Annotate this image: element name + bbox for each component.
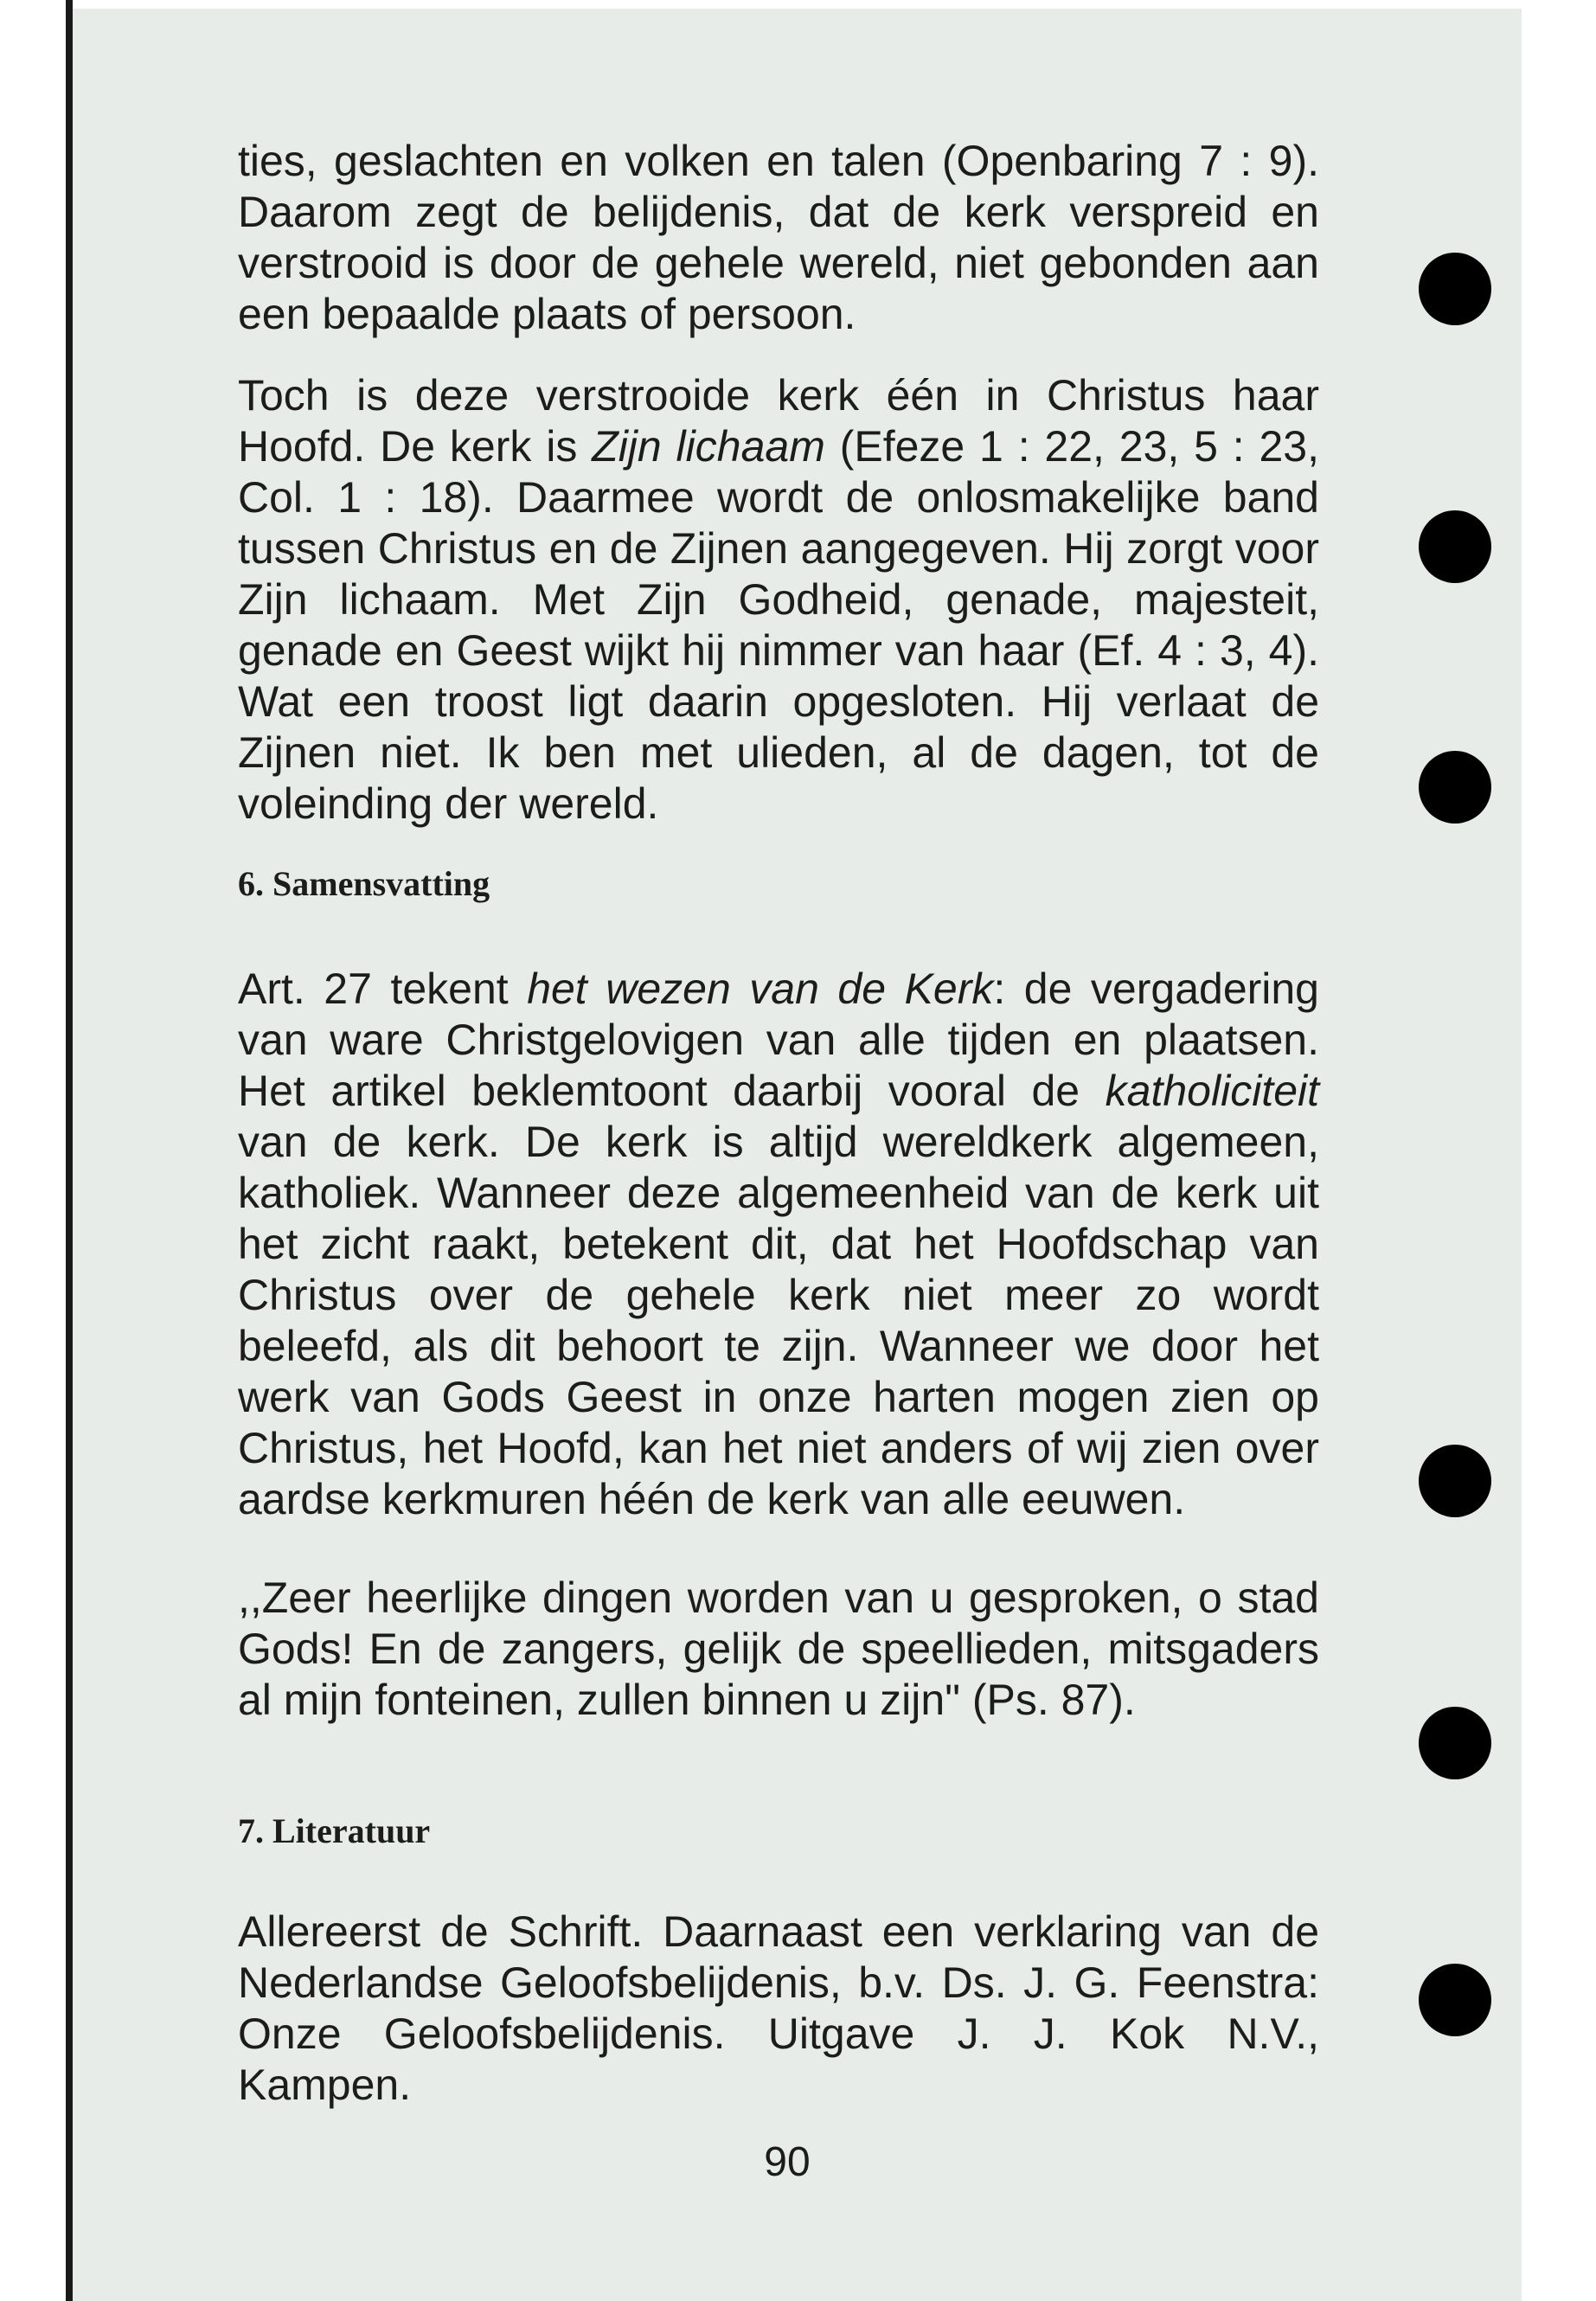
paragraph-4 bbox=[238, 1573, 1319, 1726]
section-heading-6: 6. Samensvatting bbox=[238, 864, 490, 903]
paragraph-3-italic: katholiciteit bbox=[1105, 1067, 1319, 1115]
paragraph-3 bbox=[238, 964, 1319, 1525]
paragraph-3-part: Art. 27 tekent bbox=[238, 965, 528, 1013]
punch-hole-icon bbox=[1419, 1707, 1491, 1779]
page-number: 90 bbox=[764, 2139, 811, 2185]
paragraph-4-text: ,,Zeer heerlijke dingen worden van u gesproken, o stad Gods! En de zangers, gelijk de speellieden, mitsgaders al mijn fonteinen, zullen binnen u zijn" (Ps. 87). bbox=[238, 1574, 1319, 1724]
paragraph-1 bbox=[238, 136, 1319, 340]
punch-hole-icon bbox=[1419, 1445, 1491, 1517]
section-heading-7: 7. Literatuur bbox=[238, 1811, 431, 1850]
paragraph-2-text bbox=[238, 370, 1319, 830]
left-margin-strip bbox=[0, 0, 71, 2301]
right-margin-strip bbox=[1522, 0, 1596, 2301]
punch-hole-icon bbox=[1419, 1964, 1491, 2036]
paragraph-5-text: Allereerst de Schrift. Daarnaast een verklaring van de Nederlandse Geloofsbelijdenis, b.v. Ds. J. G. Feenstra: Onze Geloofsbelijdenis. Uitgave J. J. Kok N.V., Kampen. bbox=[238, 1907, 1319, 2109]
paragraph-2-part: Toch is deze verstrooide kerk één in Christus haar Hoofd. De kerk is bbox=[238, 371, 1319, 471]
punch-hole-icon bbox=[1419, 253, 1491, 325]
paragraph-1-text: ties, geslachten en volken en talen (Openbaring 7 : 9). Daarom zegt de belijdenis, dat de kerk verspreid en verstrooid is door de gehele wereld, niet gebonden aan een bepaalde plaats of persoon. bbox=[238, 137, 1319, 338]
paragraph-2 bbox=[238, 370, 1319, 830]
paragraph-3-part: van de kerk. De kerk is altijd wereldkerk algemeen, katholiek. Wanneer deze algemeenheid van de kerk uit het zicht raakt, betekent dit, dat het Hoofdschap van Christus over de gehele kerk niet meer zo wordt beleefd, als dit behoort te zijn. Wanneer we door het werk van Gods Geest in onze harten mogen zien op Christus, het Hoofd, kan het niet anders of wij zien over aardse kerkmuren héén de kerk van alle eeuwen. bbox=[238, 1118, 1319, 1523]
binding-edge bbox=[66, 0, 73, 2301]
paragraph-3-italic: het wezen van de Kerk bbox=[527, 965, 994, 1013]
paragraph-5 bbox=[238, 1907, 1319, 2111]
paragraph-2-italic: Zijn lichaam bbox=[592, 422, 825, 471]
paragraph-3-part: : de vergadering van ware Christgelovigen van alle tijden en plaatsen. Het artikel beklemtoont daarbij vooral de bbox=[238, 965, 1319, 1115]
paragraph-2-part: (Efeze 1 : 22, 23, 5 : 23, Col. 1 : 18). Daarmee wordt de onlosmakelijke band tussen Christus en de Zijnen aangegeven. Hij zorgt voor Zijn lichaam. Met Zijn Godheid, genade, majesteit, genade en Geest wijkt hij nimmer van haar (Ef. 4 : 3, 4). Wat een troost ligt daarin opgesloten. Hij verlaat de Zijnen niet. Ik ben met ulieden, al de dagen, tot de voleinding der wereld. bbox=[238, 422, 1319, 828]
punch-hole-icon bbox=[1419, 751, 1491, 824]
paragraph-3-text bbox=[238, 964, 1319, 1525]
punch-hole-icon bbox=[1419, 510, 1491, 583]
